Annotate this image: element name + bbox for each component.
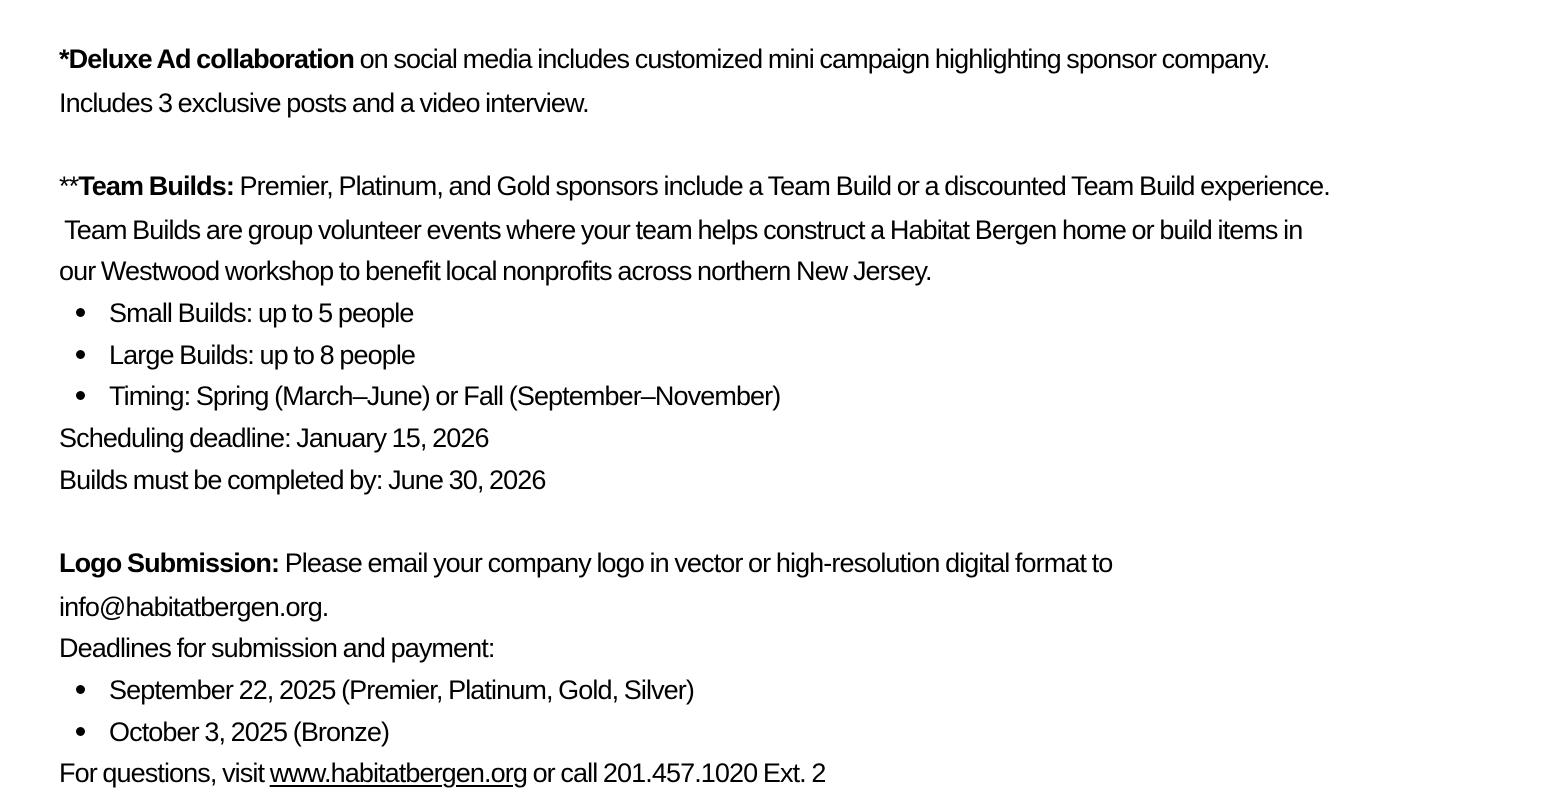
completion-deadline: Builds must be completed by: June 30, 2026 (59, 465, 546, 495)
deluxe-ad-prefix: * (59, 44, 69, 74)
team-builds-prefix: ** (59, 171, 79, 201)
list-item (76, 379, 780, 413)
logo-submission-paragraph (59, 546, 1112, 580)
list-item (76, 715, 389, 749)
logo-submission-title: Logo Submission: (59, 548, 280, 578)
bullet-icon (76, 727, 85, 736)
deadlines-heading: Deadlines for submission and payment: (59, 633, 495, 663)
team-builds-line-3: our Westwood workshop to benefit local nonprofits across northern New Jersey. (59, 256, 932, 286)
team-builds-text: Premier, Platinum, and Gold sponsors include a Team Build or a discounted Team Build experience. (233, 171, 1330, 201)
deluxe-ad-paragraph (59, 42, 1270, 76)
list-item-text: Large Builds: up to 8 people (109, 340, 416, 370)
contact-prefix: For questions, visit (59, 758, 270, 788)
team-builds-paragraph (59, 169, 1330, 203)
deluxe-ad-line-2: Includes 3 exclusive posts and a video interview. (59, 88, 589, 118)
contact-line (59, 756, 826, 790)
list-item-text: Small Builds: up to 5 people (109, 298, 414, 328)
list-item-text: Timing: Spring (March–June) or Fall (September–November) (109, 381, 781, 411)
logo-submission-text: Please email your company logo in vector or high-resolution digital format to (279, 548, 1113, 578)
list-item (76, 673, 694, 707)
scheduling-deadline: Scheduling deadline: January 15, 2026 (59, 423, 489, 453)
logo-submission-email: info@habitatbergen.org. (59, 592, 329, 622)
bullet-icon (76, 350, 85, 359)
contact-suffix: or call 201.457.1020 Ext. 2 (526, 758, 826, 788)
list-item (76, 338, 415, 372)
bullet-icon (76, 308, 85, 317)
list-item-text: September 22, 2025 (Premier, Platinum, Gold, Silver) (109, 675, 694, 705)
deluxe-ad-text: on social media includes customized mini campaign highlighting sponsor company. (353, 44, 1270, 74)
list-item (76, 296, 414, 330)
bullet-icon (76, 391, 85, 400)
team-builds-title: Team Builds: (78, 171, 234, 201)
website-link[interactable]: www.habitatbergen.org (269, 758, 527, 788)
team-builds-line-2: Team Builds are group volunteer events where your team helps construct a Habitat Bergen home or build items in (59, 215, 1303, 245)
list-item-text: October 3, 2025 (Bronze) (109, 717, 390, 747)
bullet-icon (76, 685, 85, 694)
deluxe-ad-title: Deluxe Ad collaboration (68, 44, 354, 74)
